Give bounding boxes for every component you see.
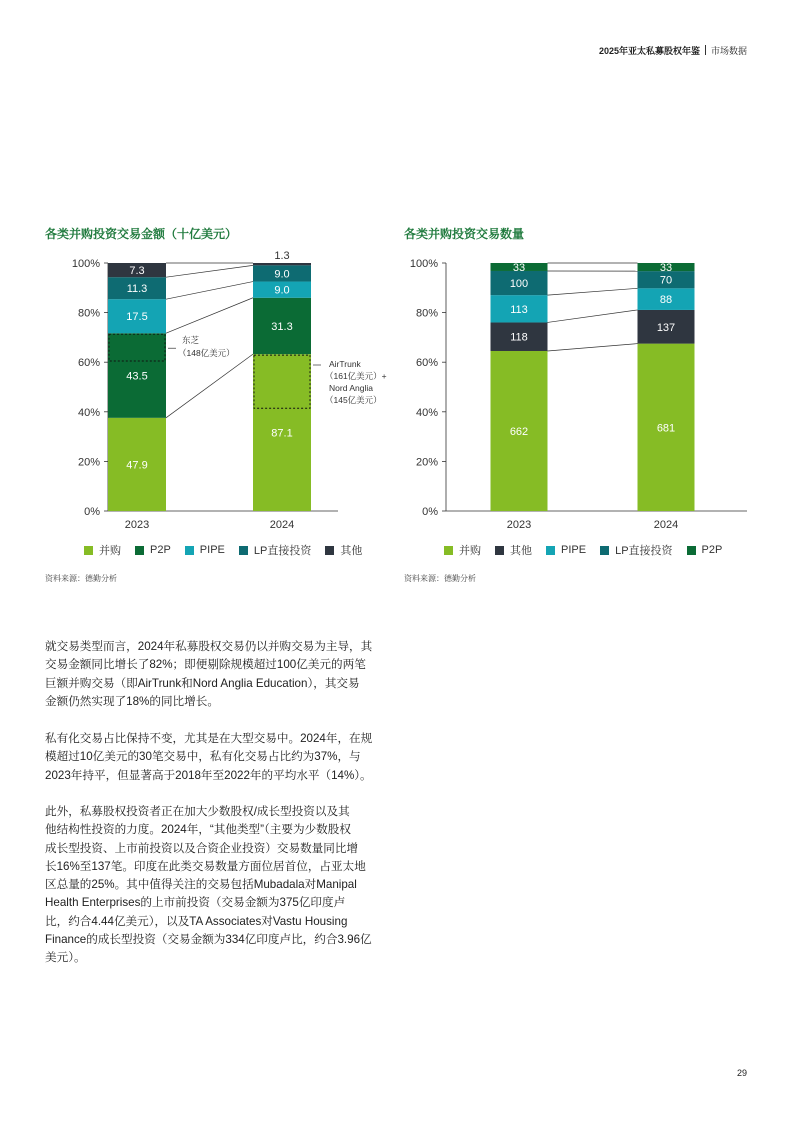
legend-label: 并购 (99, 545, 121, 557)
chart1-deal-value (0, 245, 400, 535)
legend-label: 其他 (510, 545, 532, 557)
text-line: Health Enterprises的上市前投资（交易金额为375亿印度卢 (45, 896, 346, 910)
y-tick-label: 40% (415, 406, 438, 419)
text-line: 2023年持平，但显著高于2018年至2022年的平均水平（14%）。 (45, 768, 372, 782)
report-title: 2025年亚太私募股权年鉴 (598, 46, 700, 56)
y-tick-label: 60% (77, 357, 100, 370)
data-label: 31.3 (271, 320, 293, 333)
annotation-text: 东芝 (182, 335, 200, 345)
chart2-source: 资料来源：德勤分析 (404, 574, 476, 583)
legend-label: PIPE (199, 544, 225, 556)
connector-line (548, 310, 638, 323)
legend-swatch (546, 546, 555, 555)
legend-label: LP直接投资 (253, 545, 312, 557)
text-line: 私有化交易占比保持不变，尤其是在大型交易中。2024年，在规 (45, 732, 373, 745)
page-header (599, 44, 747, 57)
connector-line (548, 288, 638, 295)
data-label: 87.1 (271, 427, 293, 440)
header-divider (705, 45, 706, 55)
x-tick-label: 2024 (653, 519, 679, 531)
legend-item (444, 542, 481, 558)
data-label: 118 (510, 331, 528, 344)
x-tick-label: 2023 (506, 519, 532, 531)
legend-label: LP直接投资 (615, 545, 673, 557)
annotation-text: （148亿美元） (178, 348, 235, 358)
legend-item (325, 542, 362, 558)
y-tick-label: 100% (71, 258, 100, 270)
data-label: 17.5 (126, 311, 148, 324)
chart1-title: 各类并购投资交易金额（十亿美元） (45, 227, 238, 241)
text-line: 模超过10亿美元的30笔交易中，私有化交易占比约为37%，与 (45, 750, 361, 764)
legend-item (495, 542, 532, 558)
legend-swatch (135, 546, 144, 555)
data-label: 100 (509, 278, 529, 291)
legend-item (135, 542, 171, 558)
text-line: 长16%至137笔。印度在此类交易数量方面位居首位，占亚太地 (45, 859, 366, 873)
text-line: Finance的成长型投资（交易金额为334亿印度卢比，约合3.96亿 (45, 933, 372, 947)
data-label: 9.0 (274, 268, 290, 281)
legend-swatch (600, 546, 609, 555)
connector-line (166, 282, 253, 300)
y-tick-label: 100% (409, 258, 438, 270)
text-line: 比，约合4.44亿美元），以及TA Associates对Vastu Housing (45, 914, 348, 928)
legend-label: P2P (701, 544, 723, 556)
text-line: 金额仍然实现了18%的同比增长。 (45, 694, 219, 708)
connector-line (166, 298, 253, 333)
annotation-text: （145亿美元） (325, 395, 382, 405)
chart2-title: 各类并购投资交易数量 (404, 227, 525, 241)
legend-item (185, 542, 225, 558)
data-label: 1.3 (274, 250, 290, 262)
chart2-deal-count (393, 245, 773, 535)
paragraph-3 (45, 803, 390, 968)
y-tick-label: 0% (84, 506, 100, 518)
data-label: 43.5 (126, 370, 148, 383)
annotation-text: AirTrunk (329, 359, 361, 369)
chart2-legend (444, 542, 736, 558)
y-tick-label: 60% (415, 357, 438, 370)
connector-line (166, 265, 253, 277)
data-label: 47.9 (126, 459, 148, 472)
paragraph-2 (45, 730, 390, 785)
legend-item (687, 542, 723, 558)
x-tick-label: 2024 (269, 519, 295, 531)
legend-swatch (444, 546, 453, 555)
section-name: 市场数据 (710, 46, 747, 56)
data-label: 33 (512, 261, 526, 274)
legend-label: 并购 (459, 545, 481, 557)
data-label: 33 (659, 262, 673, 275)
text-line: 区总量的25%。其中值得关注的交易包括Mubadala对Manipal (45, 878, 357, 892)
page-number: 29 (736, 1068, 747, 1078)
legend-label: PIPE (561, 544, 587, 556)
bar-segment (253, 263, 311, 265)
data-label: 70 (659, 274, 673, 287)
chart1-legend (84, 542, 376, 558)
text-line: 成长型投资、上市前投资以及合资企业投资）交易数量同比增 (45, 841, 359, 855)
legend-swatch (239, 546, 248, 555)
data-label: 7.3 (129, 265, 145, 278)
text-line: 交易金额同比增长了82%；即便剔除规模超过100亿美元的两笔 (45, 658, 366, 672)
legend-swatch (495, 546, 504, 555)
text-line: 此外，私募股权投资者正在加大少数股权/成长型投资以及其 (45, 805, 350, 818)
text-line: 巨额并购交易（即AirTrunk和Nord Anglia Education），其交易 (45, 676, 360, 690)
data-label: 11.3 (126, 283, 148, 296)
legend-label: P2P (150, 544, 171, 556)
annotation-text: Nord Anglia (329, 383, 373, 393)
y-tick-label: 0% (422, 506, 438, 518)
legend-label: 其他 (340, 545, 363, 557)
legend-swatch (687, 546, 696, 555)
annotation-text: （161亿美元）+ (325, 371, 387, 381)
y-tick-label: 40% (77, 406, 100, 419)
legend-swatch (185, 546, 194, 555)
data-label: 137 (656, 321, 676, 334)
data-label: 681 (656, 422, 676, 435)
text-line: 美元）。 (45, 951, 86, 965)
data-label: 113 (510, 303, 528, 316)
chart1-source: 资料来源：德勤分析 (45, 574, 117, 583)
data-label: 9.0 (274, 284, 290, 297)
legend-item (84, 542, 121, 558)
y-tick-label: 80% (77, 307, 100, 320)
text-line: 他结构性投资的力度。2024年，“其他类型”（主要为少数股权 (45, 823, 351, 837)
legend-swatch (325, 546, 334, 555)
text-line: 就交易类型而言，2024年私募股权交易仍以并购交易为主导，其 (45, 640, 373, 653)
connector-line (166, 354, 253, 418)
data-label: 662 (509, 425, 529, 438)
legend-item (546, 542, 586, 558)
legend-item (239, 542, 311, 558)
legend-swatch (84, 546, 93, 555)
data-label: 88 (659, 294, 673, 307)
y-tick-label: 20% (77, 456, 100, 469)
connector-line (548, 344, 638, 351)
x-tick-label: 2023 (124, 519, 150, 531)
paragraph-1 (45, 638, 390, 711)
y-tick-label: 20% (415, 456, 438, 469)
legend-item (600, 542, 672, 558)
y-tick-label: 80% (415, 307, 438, 320)
